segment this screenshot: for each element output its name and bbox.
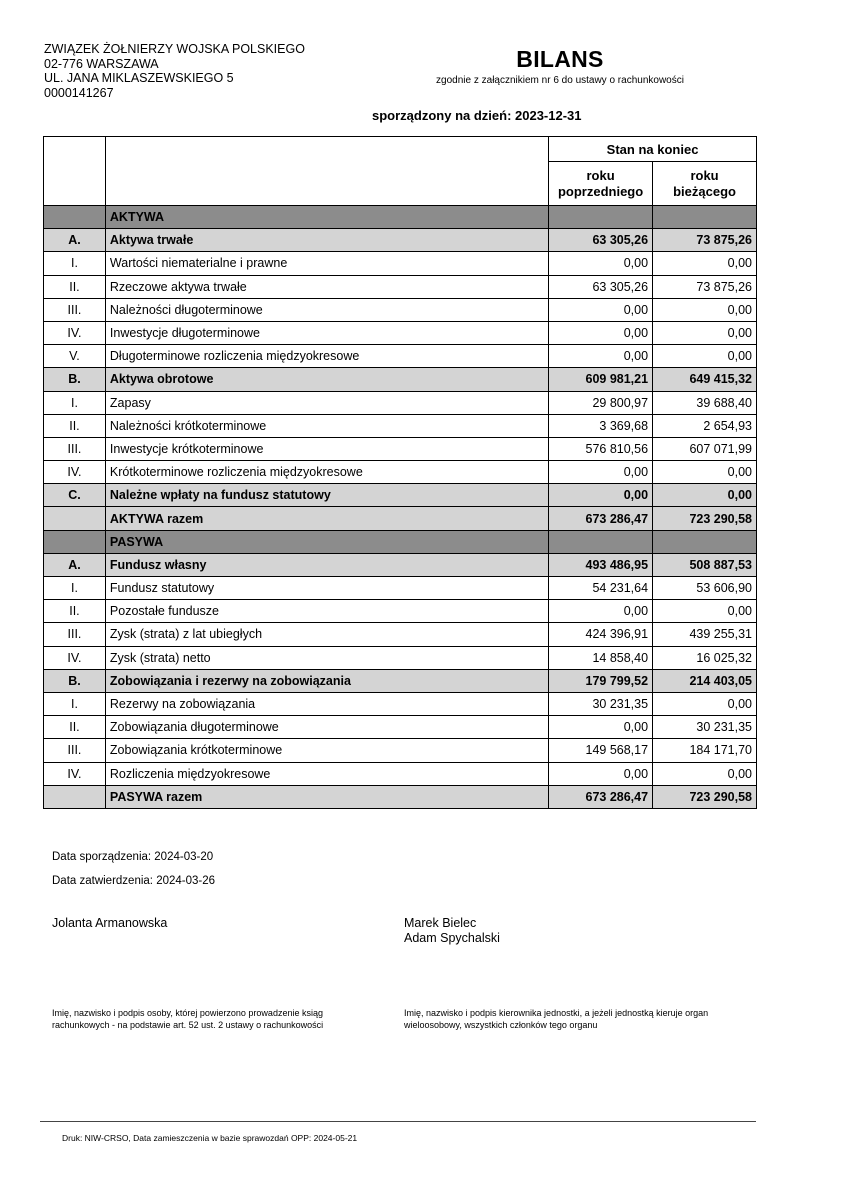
row-number: B. <box>44 669 106 692</box>
value-current-year: 723 290,58 <box>653 507 757 530</box>
value-previous-year: 179 799,52 <box>549 669 653 692</box>
manager-name: Marek Bielec <box>404 916 477 930</box>
table-row <box>44 437 757 460</box>
value-previous-year: 0,00 <box>549 484 653 507</box>
table-row <box>44 692 757 715</box>
row-label: Fundusz własny <box>105 553 548 576</box>
row-number: C. <box>44 484 106 507</box>
organization-krs: 0000141267 <box>44 85 114 100</box>
table-row <box>44 461 757 484</box>
value-previous-year: 63 305,26 <box>549 229 653 252</box>
value-current-year: 0,00 <box>653 345 757 368</box>
value-previous-year: 0,00 <box>549 461 653 484</box>
value-previous-year: 609 981,21 <box>549 368 653 391</box>
value-current-year: 0,00 <box>653 762 757 785</box>
section-row <box>44 530 757 553</box>
value-previous-year: 54 231,64 <box>549 577 653 600</box>
print-info: Druk: NIW-CRSO, Data zamieszczenia w bazie sprawozdań OPP: 2024-05-21 <box>62 1133 358 1143</box>
value-previous-year <box>549 206 653 229</box>
table-row <box>44 577 757 600</box>
row-label: Krótkoterminowe rozliczenia międzyokresowe <box>105 461 548 484</box>
table-row <box>44 646 757 669</box>
prepared-date: Data sporządzenia: 2024-03-20 <box>52 851 214 863</box>
header-previous-year <box>549 162 653 206</box>
table-row <box>44 762 757 785</box>
row-number: III. <box>44 739 106 762</box>
header-empty-no <box>44 137 106 206</box>
table-row <box>44 298 757 321</box>
value-previous-year: 63 305,26 <box>549 275 653 298</box>
footer-divider <box>40 1121 756 1122</box>
value-previous-year: 0,00 <box>549 762 653 785</box>
value-current-year: 73 875,26 <box>653 275 757 298</box>
manager-name: Adam Spychalski <box>404 930 500 945</box>
row-label: Zysk (strata) netto <box>105 646 548 669</box>
table-row <box>44 391 757 414</box>
row-label: Fundusz statutowy <box>105 577 548 600</box>
table-row <box>44 321 757 344</box>
row-number: IV. <box>44 762 106 785</box>
row-label: Zobowiązania długoterminowe <box>105 716 548 739</box>
accountant-name: Jolanta Armanowska <box>52 916 168 930</box>
row-label: PASYWA razem <box>105 785 548 808</box>
document-subtitle: zgodnie z załącznikiem nr 6 do ustawy o rachunkowości <box>436 75 684 86</box>
row-number: A. <box>44 553 106 576</box>
organization-street: UL. JANA MIKLASZEWSKIEGO 5 <box>44 71 234 86</box>
row-label: Zobowiązania i rezerwy na zobowiązania <box>105 669 548 692</box>
table-row <box>44 414 757 437</box>
table-row <box>44 275 757 298</box>
row-number: V. <box>44 345 106 368</box>
row-number: IV. <box>44 461 106 484</box>
row-number: II. <box>44 275 106 298</box>
value-current-year: 0,00 <box>653 252 757 275</box>
value-current-year: 439 255,31 <box>653 623 757 646</box>
value-current-year: 39 688,40 <box>653 391 757 414</box>
row-number: II. <box>44 600 106 623</box>
row-label: AKTYWA <box>105 206 548 229</box>
value-current-year: 0,00 <box>653 692 757 715</box>
row-number: II. <box>44 414 106 437</box>
manager-caption-line1: Imię, nazwisko i podpis kierownika jednostki, a jeżeli jednostką kieruje organ <box>404 1008 709 1018</box>
table-row <box>44 716 757 739</box>
organization-name: ZWIĄZEK ŻOŁNIERZY WOJSKA POLSKIEGO <box>44 42 305 56</box>
value-current-year: 723 290,58 <box>653 785 757 808</box>
value-current-year: 0,00 <box>653 600 757 623</box>
value-current-year: 508 887,53 <box>653 553 757 576</box>
row-label: Zysk (strata) z lat ubiegłych <box>105 623 548 646</box>
value-current-year: 184 171,70 <box>653 739 757 762</box>
row-number: I. <box>44 577 106 600</box>
header-current-year <box>653 162 757 206</box>
header-previous-year-line1: roku <box>586 167 615 183</box>
section-row <box>44 206 757 229</box>
row-label: Inwestycje długoterminowe <box>105 321 548 344</box>
row-number: III. <box>44 298 106 321</box>
row-number: II. <box>44 716 106 739</box>
row-number <box>44 507 106 530</box>
row-label: Rezerwy na zobowiązania <box>105 692 548 715</box>
header-current-year-line2: bieżącego <box>673 183 736 199</box>
value-current-year <box>653 206 757 229</box>
table-row <box>44 229 757 252</box>
organization-postal-city: 02-776 WARSZAWA <box>44 56 159 71</box>
value-previous-year <box>549 530 653 553</box>
organization-block <box>44 42 305 100</box>
table-row <box>44 345 757 368</box>
row-number: A. <box>44 229 106 252</box>
value-previous-year: 424 396,91 <box>549 623 653 646</box>
value-previous-year: 576 810,56 <box>549 437 653 460</box>
header-stan-na-koniec: Stan na koniec <box>549 137 757 162</box>
total-row <box>44 507 757 530</box>
row-number: IV. <box>44 646 106 669</box>
value-previous-year: 0,00 <box>549 321 653 344</box>
row-number: I. <box>44 692 106 715</box>
table-row <box>44 484 757 507</box>
balance-date: sporządzony na dzień: 2023-12-31 <box>372 108 582 123</box>
managers-block <box>404 916 500 945</box>
accountant-caption-line2: rachunkowych - na podstawie art. 52 ust. 2 ustawy o rachunkowości <box>52 1019 324 1030</box>
table-header-row <box>44 137 757 162</box>
value-current-year: 73 875,26 <box>653 229 757 252</box>
document-title: BILANS <box>516 46 604 72</box>
row-number: I. <box>44 252 106 275</box>
balance-table <box>43 136 757 809</box>
header-current-year-line1: roku <box>690 167 719 183</box>
value-previous-year: 3 369,68 <box>549 414 653 437</box>
manager-caption-line2: wieloosobowy, wszystkich członków tego organu <box>404 1019 598 1030</box>
row-label: AKTYWA razem <box>105 507 548 530</box>
value-previous-year: 673 286,47 <box>549 785 653 808</box>
row-label: Należności długoterminowe <box>105 298 548 321</box>
row-number <box>44 530 106 553</box>
total-row <box>44 785 757 808</box>
value-previous-year: 29 800,97 <box>549 391 653 414</box>
row-label: Inwestycje krótkoterminowe <box>105 437 548 460</box>
manager-caption <box>404 1008 708 1031</box>
value-previous-year: 493 486,95 <box>549 553 653 576</box>
value-current-year <box>653 530 757 553</box>
row-number <box>44 785 106 808</box>
value-current-year: 214 403,05 <box>653 669 757 692</box>
value-current-year: 2 654,93 <box>653 414 757 437</box>
row-number: I. <box>44 391 106 414</box>
header-previous-year-line2: poprzedniego <box>557 183 644 199</box>
row-label: Aktywa obrotowe <box>105 368 548 391</box>
value-previous-year: 0,00 <box>549 298 653 321</box>
table-row <box>44 623 757 646</box>
table-row <box>44 739 757 762</box>
value-previous-year: 30 231,35 <box>549 692 653 715</box>
row-number: III. <box>44 437 106 460</box>
value-previous-year: 0,00 <box>549 600 653 623</box>
row-number: IV. <box>44 321 106 344</box>
row-label: Zobowiązania krótkoterminowe <box>105 739 548 762</box>
value-current-year: 53 606,90 <box>653 577 757 600</box>
value-current-year: 0,00 <box>653 321 757 344</box>
value-current-year: 607 071,99 <box>653 437 757 460</box>
row-label: Należne wpłaty na fundusz statutowy <box>105 484 548 507</box>
value-previous-year: 0,00 <box>549 252 653 275</box>
accountant-caption-line1: Imię, nazwisko i podpis osoby, której powierzono prowadzenie ksiąg <box>52 1008 323 1018</box>
row-label: Pozostałe fundusze <box>105 600 548 623</box>
value-previous-year: 14 858,40 <box>549 646 653 669</box>
document-title-block <box>390 46 730 86</box>
value-previous-year: 673 286,47 <box>549 507 653 530</box>
value-current-year: 0,00 <box>653 298 757 321</box>
value-current-year: 16 025,32 <box>653 646 757 669</box>
value-current-year: 0,00 <box>653 484 757 507</box>
row-label: PASYWA <box>105 530 548 553</box>
row-label: Rzeczowe aktywa trwałe <box>105 275 548 298</box>
value-previous-year: 0,00 <box>549 716 653 739</box>
value-current-year: 649 415,32 <box>653 368 757 391</box>
row-label: Zapasy <box>105 391 548 414</box>
value-current-year: 0,00 <box>653 461 757 484</box>
row-label: Należności krótkoterminowe <box>105 414 548 437</box>
row-number <box>44 206 106 229</box>
table-row <box>44 252 757 275</box>
row-number: III. <box>44 623 106 646</box>
header-empty-desc <box>105 137 548 206</box>
row-label: Aktywa trwałe <box>105 229 548 252</box>
row-number: B. <box>44 368 106 391</box>
row-label: Długoterminowe rozliczenia międzyokresowe <box>105 345 548 368</box>
table-row <box>44 553 757 576</box>
value-previous-year: 149 568,17 <box>549 739 653 762</box>
accountant-caption <box>52 1008 323 1031</box>
approved-date: Data zatwierdzenia: 2024-03-26 <box>52 875 216 887</box>
row-label: Wartości niematerialne i prawne <box>105 252 548 275</box>
table-row <box>44 368 757 391</box>
value-current-year: 30 231,35 <box>653 716 757 739</box>
row-label: Rozliczenia międzyokresowe <box>105 762 548 785</box>
table-row <box>44 669 757 692</box>
table-row <box>44 600 757 623</box>
value-previous-year: 0,00 <box>549 345 653 368</box>
